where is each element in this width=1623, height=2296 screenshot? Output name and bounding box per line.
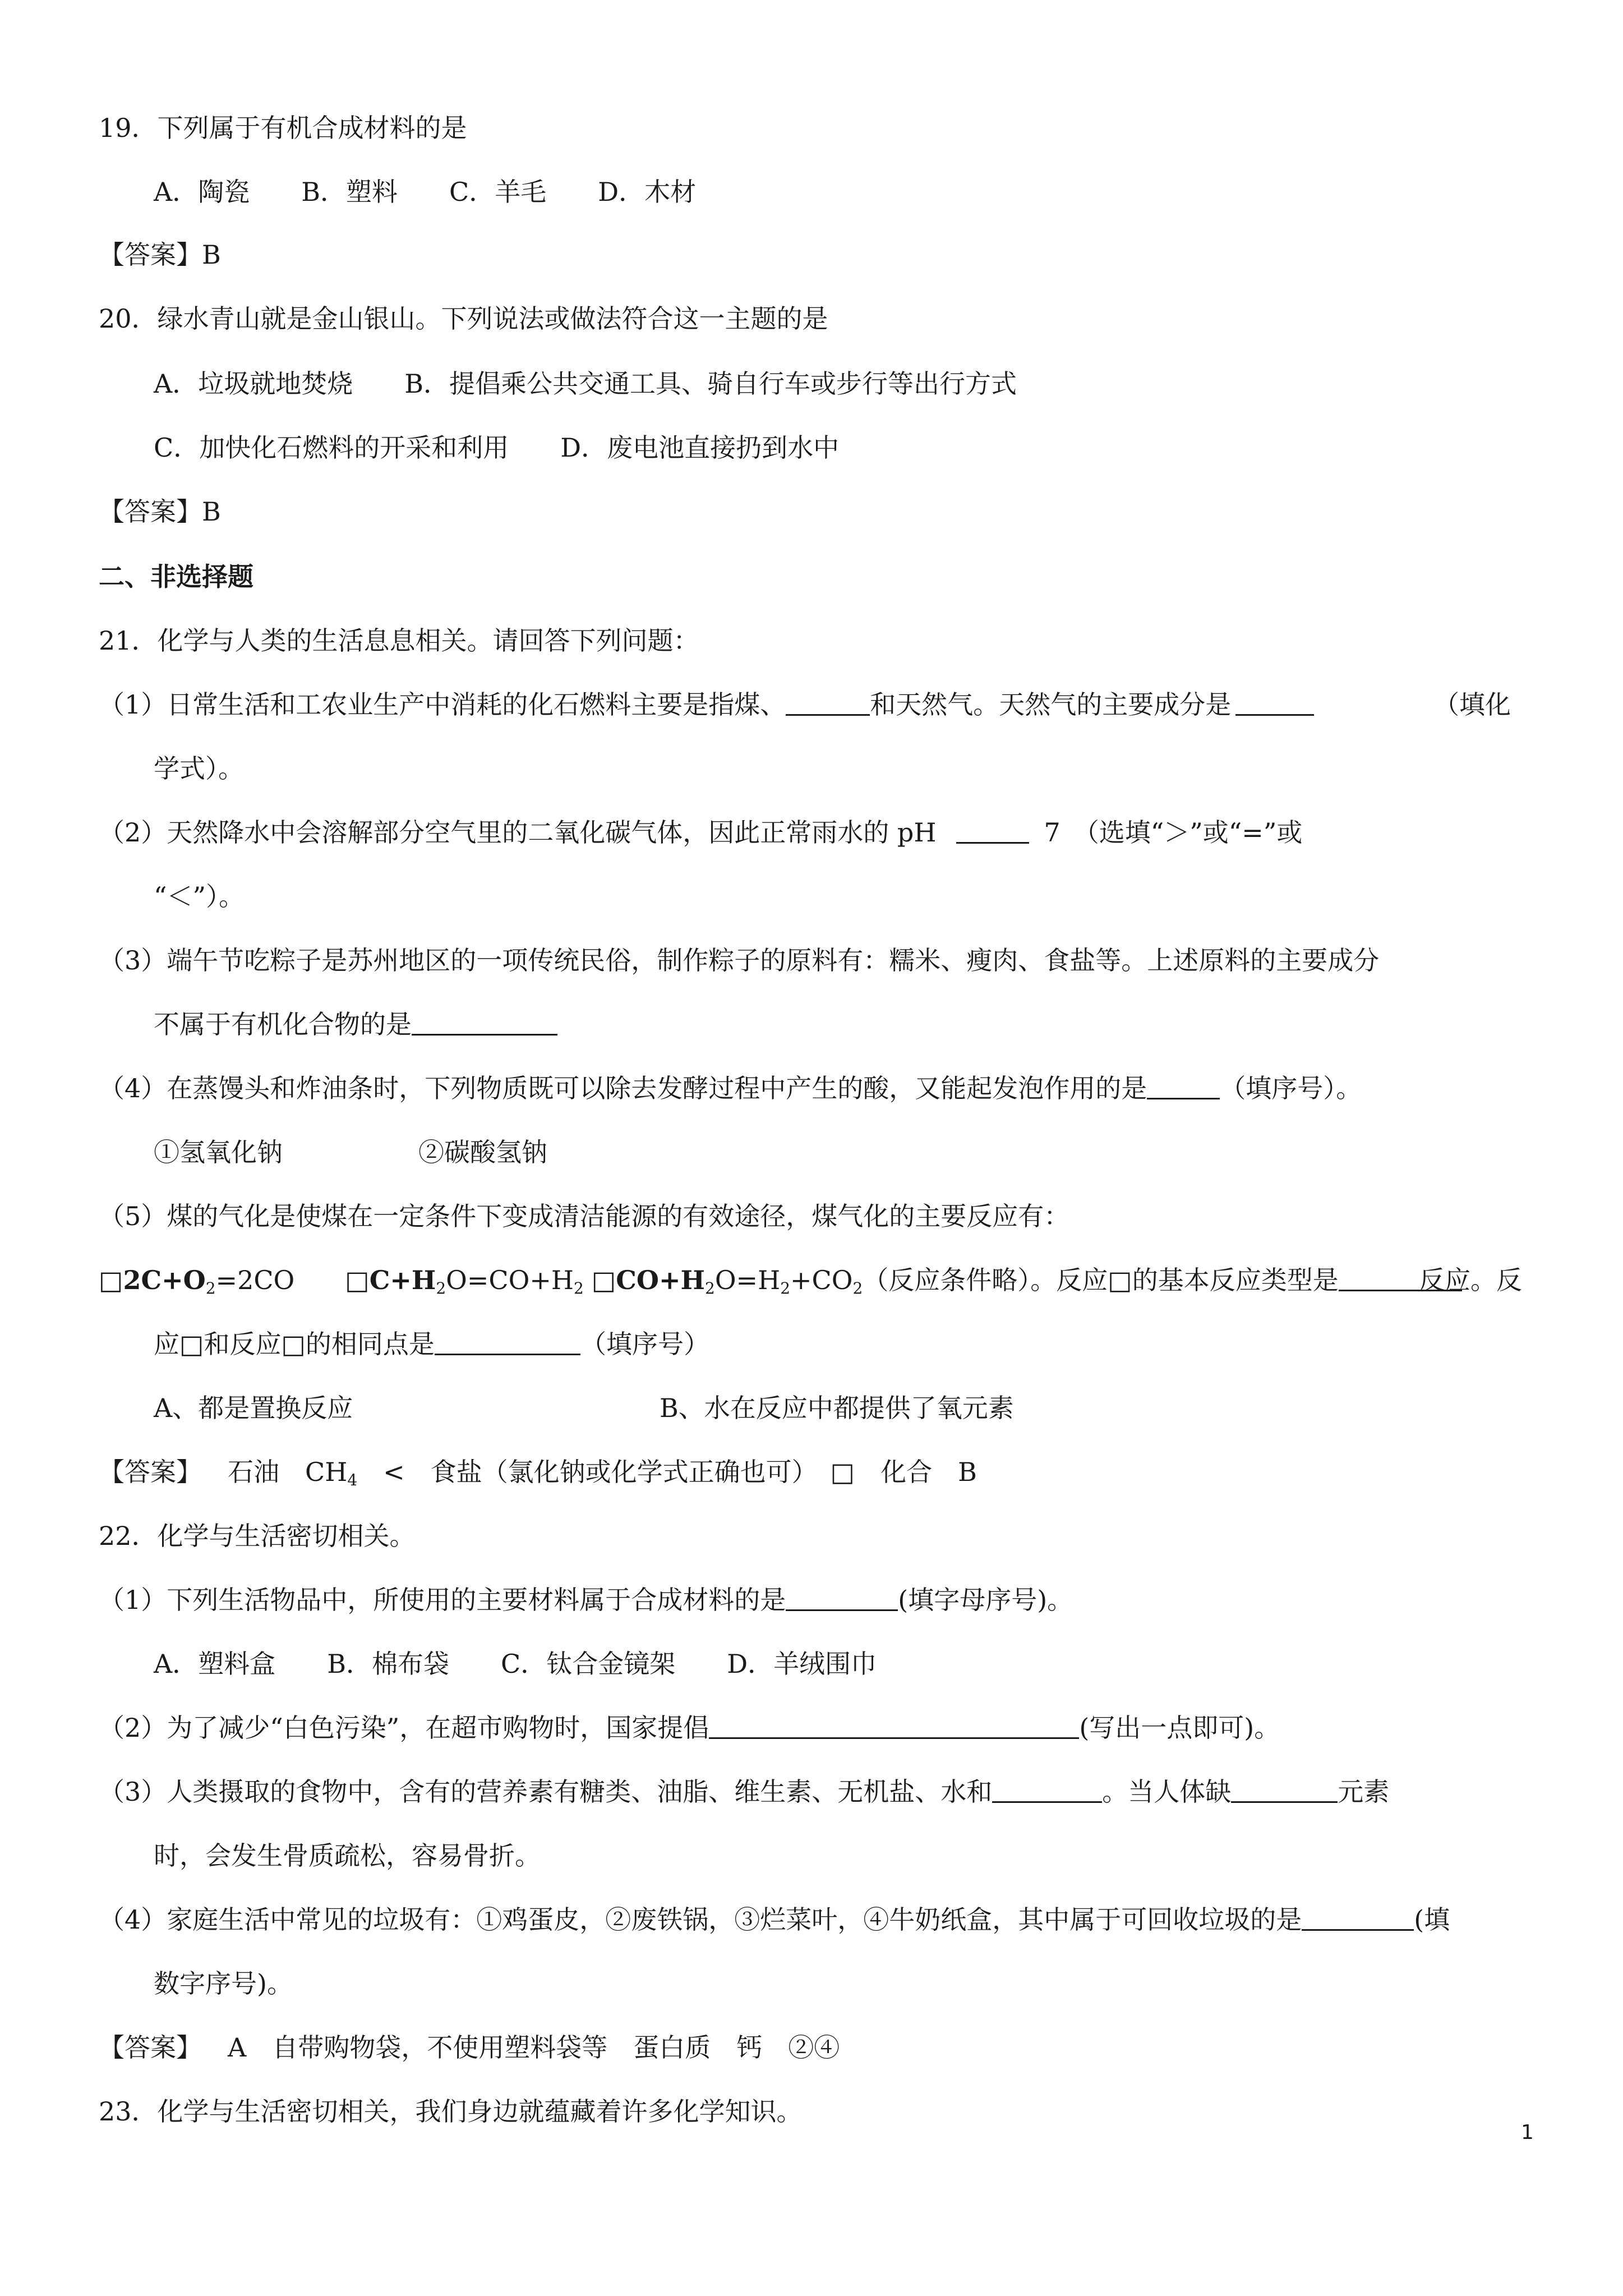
q21-part3-line2: 不属于有机化合物的是 — [154, 1007, 557, 1041]
answer-label: 【答案】 — [99, 496, 202, 527]
answer-blank — [412, 1009, 557, 1036]
answer-label: 【答案】 — [99, 1457, 202, 1487]
q19-options: A．陶瓷 B．塑料 C．羊毛 D．木材 — [154, 177, 697, 207]
answer-label: 【答案】 — [99, 2032, 202, 2063]
q19-stem: 19．下列属于有机合成材料的是 — [99, 113, 467, 143]
q21-part4-option-2: ②碳酸氢钠 — [418, 1137, 547, 1167]
reaction-2: $□C+H_2O=CO+H_2$ — [345, 1265, 584, 1297]
q21-part5-line1: （5）煤的气化是使煤在一定条件下变成清洁能源的有效途径，煤气化的主要反应有： — [99, 1201, 1070, 1231]
q21-part1-line1: （1）日常生活和工农业生产中消耗的化石燃料主要是指煤、 和天然气。天然气的主要成分是 — [99, 688, 1314, 721]
q21-stem: 21．化学与人类的生活息息相关。请回答下列问题： — [99, 625, 699, 656]
q22-part2: （2）为了减少“白色污染”，在超市购物时，国家提倡 (写出一点即可)。 — [99, 1713, 1280, 1743]
q22-answer — [99, 2031, 840, 2064]
q21-part5-option-a: A、都是置换反应 — [154, 1393, 353, 1423]
answer-blank — [786, 1585, 898, 1611]
q20-options-1: A．垃圾就地焚烧 B．提倡乘公共交通工具、骑自行车或步行等出行方式 — [154, 369, 1017, 399]
q21-part1-line2: 学式）。 — [154, 753, 244, 784]
q21-part5-tail: 反应。反 — [1419, 1265, 1522, 1295]
section-title: 二、非选择题 — [99, 562, 253, 592]
answer-value: B — [202, 240, 221, 270]
answer-blank — [435, 1329, 580, 1355]
q22-part1-options: A．塑料盒 B．棉布袋 C．钛合金镜架 D．羊绒围巾 — [154, 1649, 877, 1679]
answer-blank — [1302, 1904, 1414, 1931]
answer-blank — [1231, 1777, 1338, 1803]
answer-blank — [1147, 1073, 1220, 1099]
q22-stem: 22．化学与生活密切相关。 — [99, 1521, 416, 1551]
answer-blank — [956, 817, 1029, 844]
q21-part3-line1: （3）端午节吃粽子是苏州地区的一项传统民俗，制作粽子的原料有：糯米、瘦肉、食盐等。上述原料的主要成分 — [99, 945, 1380, 976]
answer-value: A 自带购物袋，不使用塑料袋等 蛋白质 钙 ②④ — [228, 2032, 840, 2063]
q21-part1-tail: （填化 — [1433, 689, 1511, 720]
q21-part5-option-b: B、水在反应中都提供了氧元素 — [660, 1393, 1014, 1423]
q20-options-2: C．加快化石燃料的开采和利用 D．废电池直接扔到水中 — [154, 432, 840, 463]
page-number: 1 — [1521, 2121, 1534, 2144]
answer-blank — [709, 1713, 1079, 1739]
q22-part4-line1: （4）家庭生活中常见的垃圾有：①鸡蛋皮，②废铁锅，③烂菜叶，④牛奶纸盒，其中属于可回收垃圾的是 (填 — [99, 1904, 1450, 1935]
q21-equations: $□2C+O_2=2CO$ $□C+H_2O=CO+H_2$ $□CO+H_2O=H_2+CO_2$（反应条件略）。反应□的基本反应类型是 — [99, 1263, 1462, 1297]
q21-answer: 【答案】 石油 $CH_4$ < 食盐（氯化钠或化学式正确也可） □ 化合 B — [99, 1457, 977, 1489]
reaction-1: $□2C+O_2=2CO$ — [99, 1265, 295, 1297]
answer-blank — [992, 1777, 1102, 1803]
answer-value: 石油 CH — [228, 1457, 348, 1487]
q22-part3-line2: 时，会发生骨质疏松，容易骨折。 — [154, 1841, 541, 1871]
q22-part1: （1）下列生活物品中，所使用的主要材料属于合成材料的是 (填字母序号)。 — [99, 1585, 1073, 1615]
q22-part4-line2: 数字序号)。 — [154, 1968, 293, 1999]
q21-part5-line3: 应□和反应□的相同点是 （填序号） — [154, 1329, 709, 1359]
answer-value: B — [202, 496, 221, 527]
q21-part4-line1: （4）在蒸馒头和炸油条时，下列物质既可以除去发酵过程中产生的酸，又能起发泡作用的是 （填序号）。 — [99, 1073, 1362, 1103]
q19-answer — [99, 238, 221, 272]
q20-stem: 20．绿水青山就是金山银山。下列说法或做法符合这一主题的是 — [99, 303, 828, 334]
q21-part2-line1: （2）天然降水中会溶解部分空气里的二氧化碳气体，因此正常雨水的 pH 7 （选填“＞”或“=”或 — [99, 817, 1303, 848]
answer-blank — [1235, 689, 1314, 716]
q21-part4-option-1: ①氢氧化钠 — [154, 1137, 283, 1167]
answer-label: 【答案】 — [99, 240, 202, 270]
q20-answer — [99, 495, 221, 528]
reaction-3: $□CO+H_2O=H_2+CO_2$ — [591, 1265, 863, 1297]
q23-stem: 23．化学与生活密切相关，我们身边就蕴藏着许多化学知识。 — [99, 2096, 803, 2127]
q22-part3-line1: （3）人类摄取的食物中，含有的营养素有糖类、油脂、维生素、无机盐、水和 。当人体缺 元素 — [99, 1777, 1390, 1807]
q21-part2-line2: “＜”）。 — [154, 881, 245, 912]
answer-blank — [786, 689, 870, 716]
